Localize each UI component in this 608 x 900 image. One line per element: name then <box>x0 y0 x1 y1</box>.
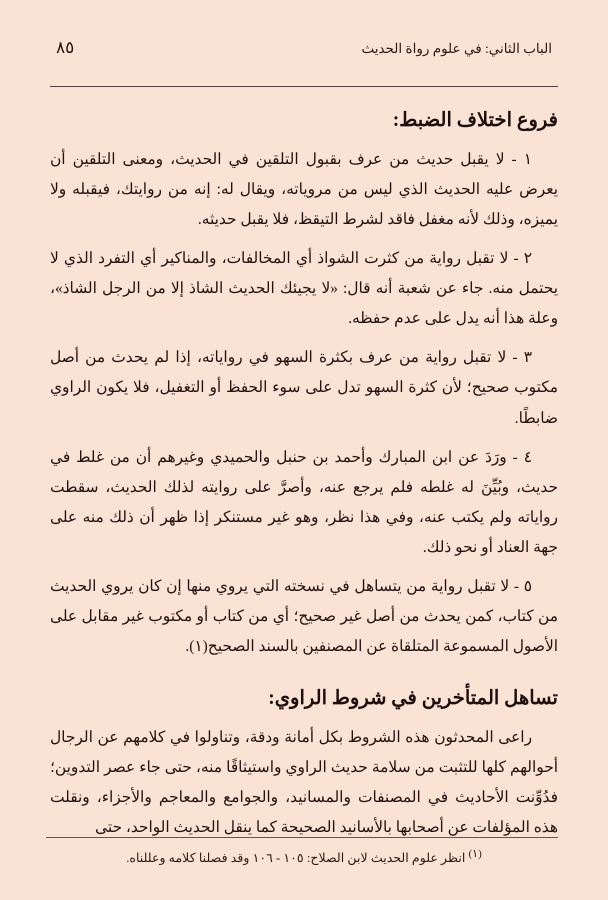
section-title-leniency-of-later-scholars: تساهل المتأخرين في شروط الراوي: <box>268 687 558 709</box>
running-title: الباب الثاني: في علوم رواة الحديث <box>361 41 552 56</box>
page-header <box>56 38 552 58</box>
paragraph-2: ٢ - لا تقبل رواية من كثرت الشواذ أي المخالفات، والمناكير أي التفرد الذي لا يحتمل منه. جاء عن شعبة أنه قال: «لا يجيئك الحديث الشاذ إلا من الرجل الشاذ»، وعلة هذا أنه يدل على عدم حفظه. <box>50 250 558 328</box>
paragraph-1: ١ - لا يقبل حديث من عرف بقبول التلقين في الحديث، ومعنى التلقين أن يعرض عليه الحديث الذي ليس من مروياته، ويقال له: إنه من روايتك، فيقبله ولا يميزه، وذلك لأنه مغفل فاقد لشرط التيقظ، فلا يقبل حديثه. <box>50 151 558 229</box>
section-title-fruits-of-precision: فروع اختلاف الضبط: <box>392 110 558 131</box>
page-content <box>50 92 559 837</box>
footnote-divider <box>46 837 558 838</box>
paragraph-3: ٣ - لا تقبل رواية من عرف بكثرة السهو في رواياته، إذا لم يحدث من أصل مكتوب صحيح؛ لأن كثرة السهو تدل على سوء الحفظ أو التغفيل، فلا يكون الراوي ضابطًا. <box>50 349 559 427</box>
paragraph-4: ٤ - ورَدَ عن ابن المبارك وأحمد بن حنبل والحميدي وغيرهم أن من غلط في حديث، وبُيِّنَ له غلطه فلم يرجع عنه، وأصرَّ على روايته لذلك الحديث، سقطت رواياته ولم يكتب عنه، وفي هذا نظر، وهو غير مستنكر إذا ظهر أن ذلك منه على جهة العناد أو نحو ذلك. <box>50 448 558 556</box>
footnote <box>50 845 558 870</box>
footnote-text: انظر علوم الحديث لابن الصلاح: ١٠٥ - ١٠٦ وقد فصلنا كلامه وعللناه. <box>126 851 466 866</box>
paragraph-6: راعى المحدثون هذه الشروط بكل أمانة ودقة، وتناولوا في كلامهم عن الرجال أحوالهم كلها للتثبت من سلامة حديث الراوي واستيثاقًا منه، حتى جاء عصر التدوين؛ فدُوِّنت الأحاديث في المصنفات والمسانيد، والجوامع والمعاجم والأجزاء، ونقلت هذه المؤلفات عن أصحابها بالأسانيد الصحيحة كما ينقل الحديث الواحد، حتى <box>50 729 558 837</box>
page-number: ٨٥ <box>56 38 75 57</box>
footnote-marker: (١) <box>468 848 482 861</box>
paragraph-5: ٥ - لا تقبل رواية من يتساهل في نسخته التي يروي منها إن كان يروي الحديث من كتاب، كمن يحدث من أصل غير صحيح؛ أي من كتاب أو مكتوب غير مقابل على الأصول المسموعة المتلقاة عن المصنفين بالسند الصحيح(١). <box>50 577 558 655</box>
header-divider <box>50 86 558 87</box>
